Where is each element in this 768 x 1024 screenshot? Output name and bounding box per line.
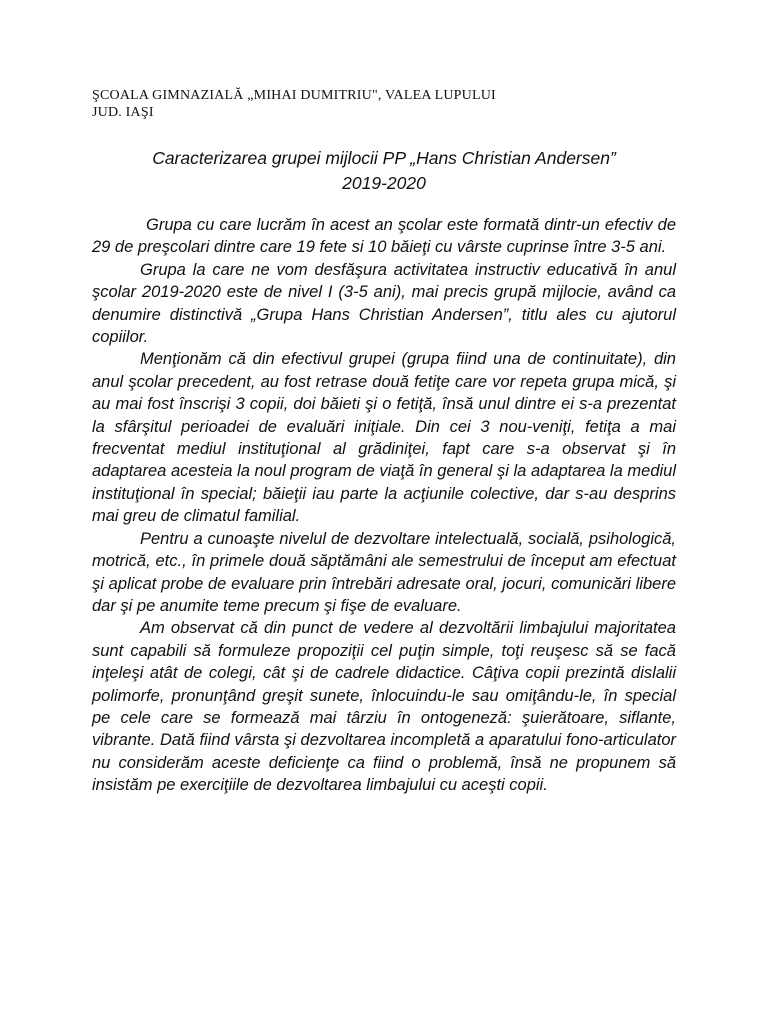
paragraph: Menţionăm că din efectivul grupei (grupa fiind una de continuitate), din anul şcolar precedent, au fost retrase două fetiţe care vor repeta grupa mică, şi au mai fost înscrişi 3 copii, doi băieti şi o fetiţă, însă unul dintre ei s-a prezentat la sfârşitul perioadei de evaluări iniţiale. Din cei 3 nou-veniţi, fetiţa a mai frecventat mediul instituţional al grădiniţei, fapt care s-a observat şi în adaptarea acesteia la noul program de viaţă în general şi la adaptarea la mediul instituţional în special; băieţii iau parte la acţiunile colective, dar s-au desprins mai greu de climatul familial. (92, 350, 676, 526)
paragraph: Grupa la care ne vom desfăşura activitatea instructiv educativă în anul şcolar 2019-2020 este de nivel I (3-5 ani), mai precis grupă mijlocie, având ca denumire distinctivă „Grupa Hans Christian Andersen”, titlu ales cu ajutorul copiilor. (92, 260, 676, 347)
document-body (92, 214, 676, 797)
paragraph: Pentru a cunoaşte nivelul de dezvoltare intelectuală, socială, psihologică, motrică, etc., în primele două săptămâni ale semestrului de început am efectuat şi aplicat probe de evaluare prin întrebări adresate oral, jocuri, comunicări libere dar şi pe anumite teme precum şi fişe de evaluare. (92, 529, 676, 615)
paragraph: Grupa cu care lucrăm în acest an şcolar este formată dintr-un efectiv de 29 de preşcolari dintre care 19 fete si 10 băieţi cu vârste cuprinse între 3-5 ani. (92, 216, 676, 257)
document-title: Caracterizarea grupei mijlocii PP „Hans Christian Andersen” (152, 148, 616, 168)
document-header (92, 87, 496, 121)
school-year: 2019-2020 (342, 173, 426, 193)
school-name: ŞCOALA GIMNAZIALĂ „MIHAI DUMITRIU", VALEA LUPULUI (92, 88, 496, 103)
county-name: JUD. IAŞI (92, 105, 154, 120)
paragraph: Am observat că din punct de vedere al dezvoltării limbajului majoritatea sunt capabili să formuleze propoziţii cel puţin simple, toţi reuşesc să se facă inţeleşi atât de colegi, cât şi de cadrele didactice. Câţiva copii prezintă dislalii polimorfe, pronunţând greşit sunete, înlocuindu-le sau omiţându-le, în special pe cele care se formează mai târziu în ontogeneză: şuierătoare, siflante, vibrante. Dată fiind vârsta şi dezvoltarea incompletă a aparatului fono-articulator nu considerăm aceste deficienţe ca fiind o problemă, însă ne propunem să insistăm pe exerciţiile de dezvoltarea limbajului cu aceşti copii. (92, 619, 676, 795)
